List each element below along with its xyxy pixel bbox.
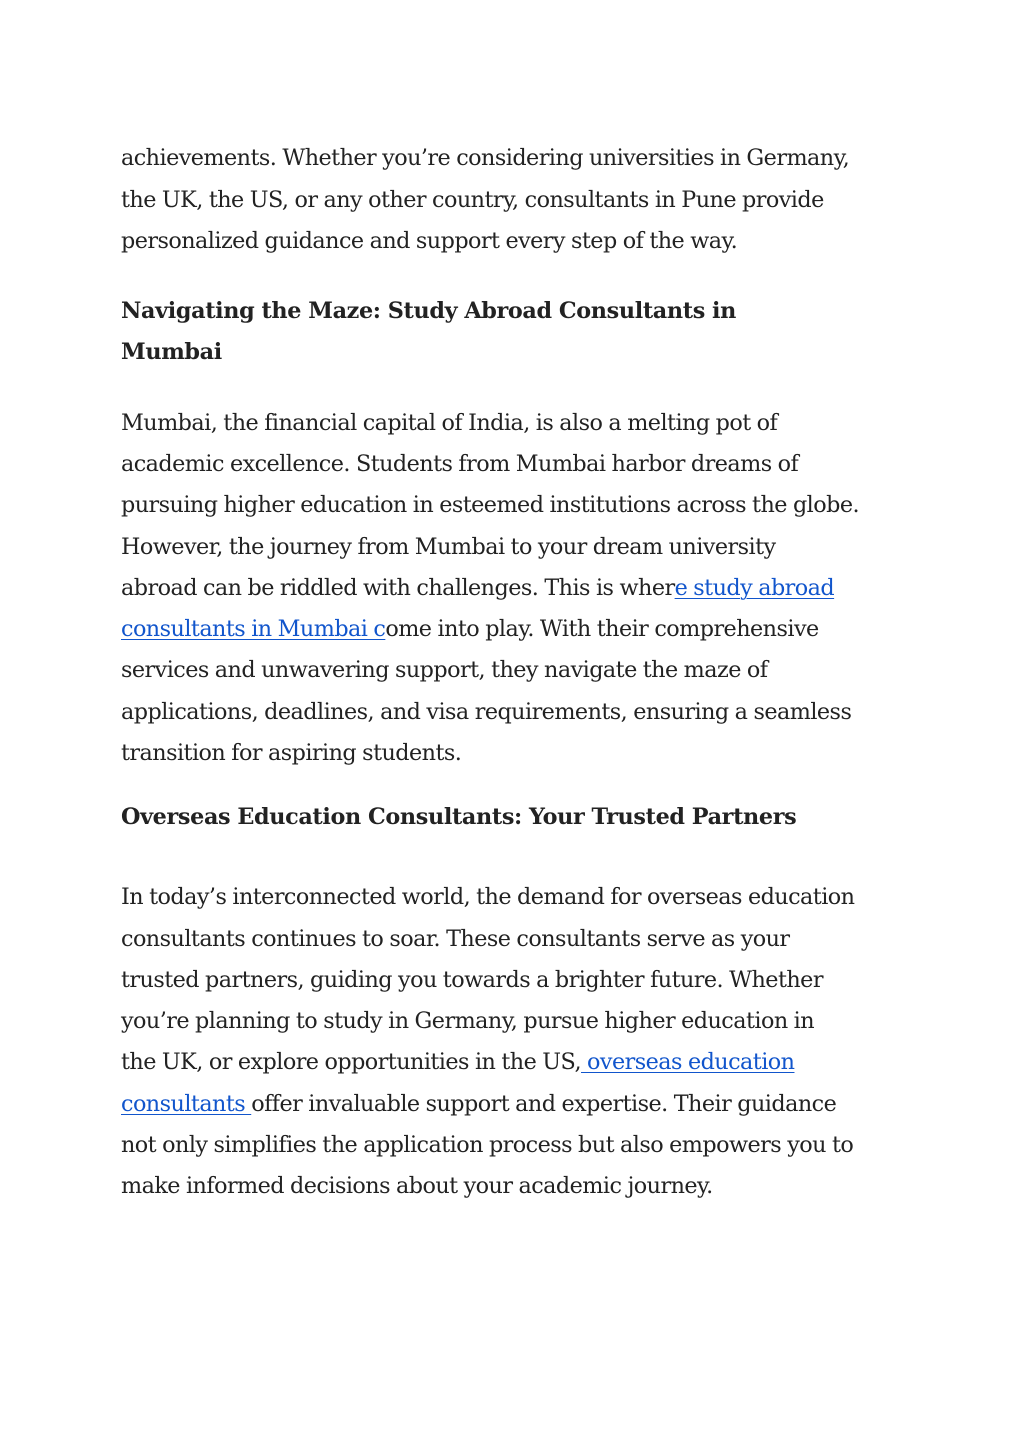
heading-line: Navigating the Maze: Study Abroad Consultants in bbox=[121, 298, 736, 324]
text-segment: the UK, or explore opportunities in the US, bbox=[121, 1049, 582, 1075]
text-line: academic excellence. Students from Mumbai harbor dreams of bbox=[121, 451, 799, 477]
text-line: In today’s interconnected world, the demand for overseas education bbox=[121, 884, 855, 910]
text-line bbox=[121, 1042, 794, 1083]
heading-line: Mumbai bbox=[121, 339, 222, 365]
text-line: make informed decisions about your academic journey. bbox=[121, 1173, 713, 1199]
text-line bbox=[121, 568, 834, 609]
text-segment: offer invaluable support and expertise. Their guidance bbox=[251, 1091, 837, 1117]
study-abroad-consultants-mumbai-link-continued[interactable]: consultants in Mumbai c bbox=[121, 616, 386, 642]
text-line bbox=[121, 1084, 836, 1125]
text-line: personalized guidance and support every step of the way. bbox=[121, 228, 738, 254]
text-line: you’re planning to study in Germany, pursue higher education in bbox=[121, 1008, 815, 1034]
text-line: consultants continues to soar. These consultants serve as your bbox=[121, 926, 790, 952]
heading-line: Overseas Education Consultants: Your Trusted Partners bbox=[121, 804, 797, 830]
text-line: Mumbai, the financial capital of India, is also a melting pot of bbox=[121, 410, 778, 436]
study-abroad-consultants-mumbai-link[interactable]: e study abroad bbox=[674, 575, 835, 601]
text-line: pursuing higher education in esteemed institutions across the globe. bbox=[121, 492, 860, 518]
overseas-education-consultants-link[interactable]: overseas education bbox=[581, 1049, 795, 1075]
text-segment: abroad can be riddled with challenges. This is wher bbox=[121, 575, 675, 601]
text-line: trusted partners, guiding you towards a brighter future. Whether bbox=[121, 967, 823, 993]
text-line: However, the journey from Mumbai to your dream university bbox=[121, 534, 776, 560]
text-line: not only simplifies the application process but also empowers you to bbox=[121, 1132, 854, 1158]
overseas-education-consultants-link-continued[interactable]: consultants bbox=[121, 1091, 252, 1117]
text-line: transition for aspiring students. bbox=[121, 740, 462, 766]
text-line bbox=[121, 609, 819, 650]
text-line: services and unwavering support, they navigate the maze of bbox=[121, 657, 768, 683]
text-segment: ome into play. With their comprehensive bbox=[385, 616, 819, 642]
text-line: achievements. Whether you’re considering universities in Germany, bbox=[121, 145, 850, 171]
text-line: the UK, the US, or any other country, consultants in Pune provide bbox=[121, 187, 824, 213]
text-line: applications, deadlines, and visa requirements, ensuring a seamless bbox=[121, 699, 852, 725]
